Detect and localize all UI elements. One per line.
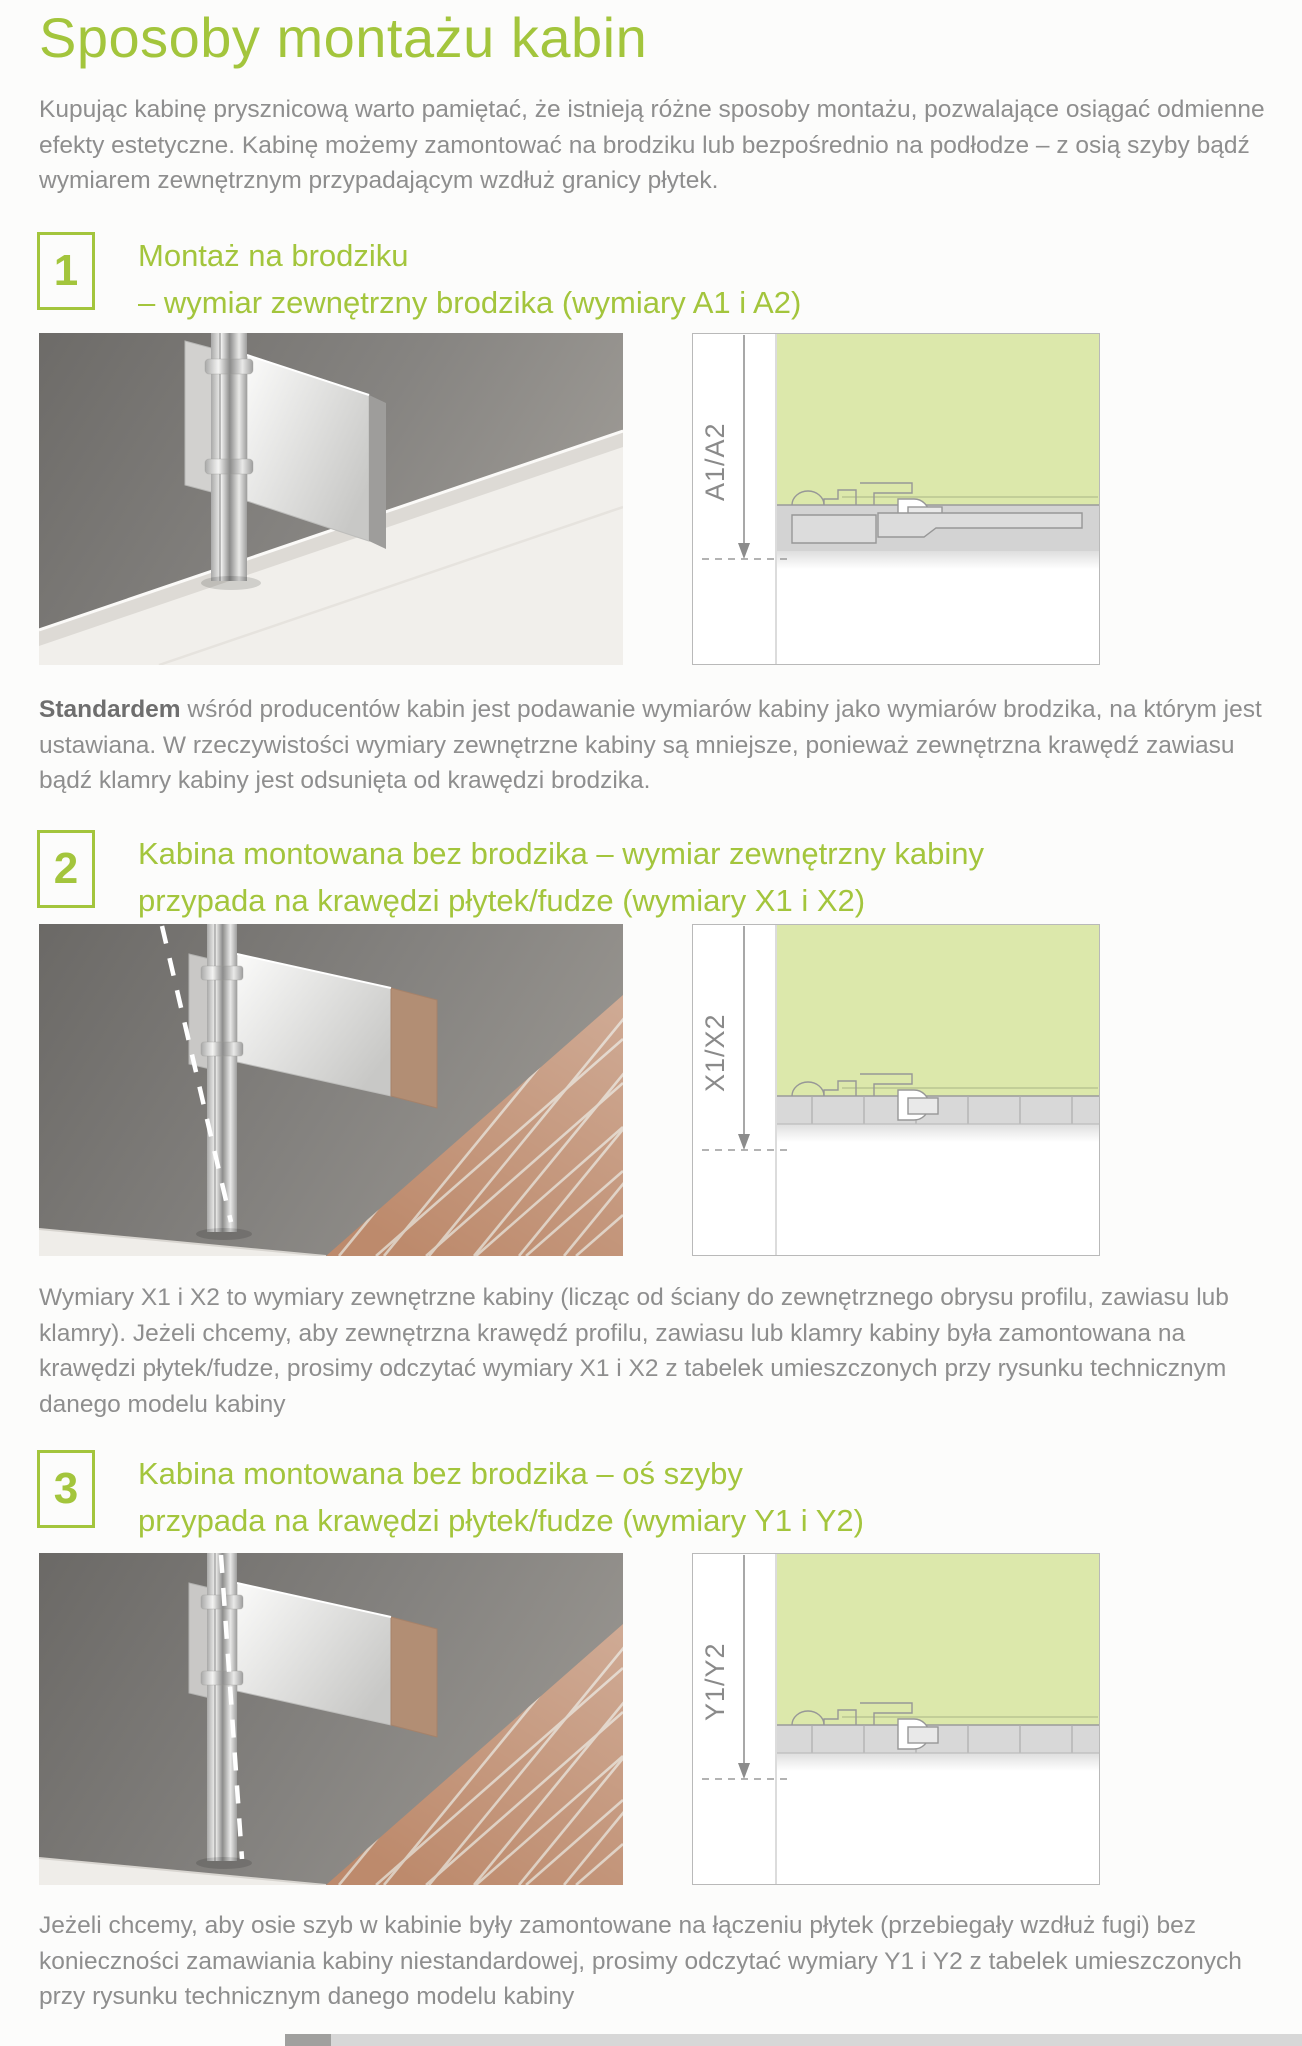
diagram1-glass-panel — [777, 334, 1099, 505]
section-2-header — [39, 830, 984, 924]
section-1-heading — [138, 232, 801, 326]
section-1-heading-line1: Montaż na brodziku — [138, 238, 409, 273]
section-1-header — [39, 232, 801, 326]
photo-hinge-on-tiles-glass-axis — [39, 1553, 623, 1885]
section-2-heading-line1: Kabina montowana bez brodzika – wymiar zewnętrzny kabiny — [138, 836, 985, 871]
section-1-figures — [39, 333, 1100, 665]
next-page-edge-strip — [285, 2034, 1302, 2046]
photo2-hinge-knuckle-top — [201, 966, 243, 980]
section-3-heading-line2: przypada na krawędzi płytek/fudze (wymiary Y1 i Y2) — [138, 1503, 864, 1538]
section-3-header — [39, 1450, 864, 1544]
photo-hinge-on-tiles-outer-edge — [39, 924, 623, 1256]
diagram-tray-dimension-a1-a2 — [692, 333, 1100, 665]
diagram2-dimension-label: X1/X2 — [700, 1013, 730, 1092]
note-text: wśród producentów kabin jest podawanie wymiarów kabiny jako wymiarów brodzika, na którym jest ustawiana. W rzeczywistości wymiary zewnętrzne kabiny są mniejsze, ponieważ zewnętrzna krawędź zawiasu bądź klamry kabiny jest odsunięta od krawędzi brodzika. — [39, 696, 1262, 794]
photo2-shadow — [196, 1228, 252, 1240]
diagram1-dimension-label: A1/A2 — [700, 422, 730, 501]
diagram-tiles-dimension-x1-x2 — [692, 924, 1100, 1256]
note-after-section-3: Jeżeli chcemy, aby osie szyb w kabinie były zamontowane na łączeniu płytek (przebiegały wzdłuż fugi) bez konieczności zamawiania kabiny niestandardowej, prosimy odczytać wymiary Y1 i Y2 z tabelek umieszczonych przy rysunku technicznym danego modelu kabiny — [39, 1912, 1242, 2010]
section-2-heading-line2: przypada na krawędzi płytek/fudze (wymiary X1 i X2) — [138, 883, 866, 918]
next-page-edge-dark-block — [285, 2034, 331, 2046]
diagram3-dimension-label: Y1/Y2 — [700, 1642, 730, 1721]
diagram-tiles-dimension-y1-y2 — [692, 1553, 1100, 1885]
section-3-number: 3 — [53, 1464, 79, 1513]
section-2-figures — [39, 924, 1100, 1256]
section-2-heading — [138, 830, 984, 924]
section-2-number: 2 — [53, 844, 79, 893]
section-3-figures — [39, 1553, 1100, 1885]
diagram1-tray-fade — [777, 551, 1099, 569]
diagram2-tile-fade — [777, 1124, 1099, 1142]
section-1-number-box — [37, 232, 95, 310]
note-after-section-1 — [39, 692, 1274, 799]
photo2-plate-edge — [391, 988, 437, 1108]
page-title: Sposoby montażu kabin — [39, 6, 648, 69]
section-3-heading-line1: Kabina montowana bez brodzika – oś szyby — [138, 1456, 743, 1491]
section-3-heading — [138, 1450, 864, 1544]
photo1-hinge-knuckle-bottom — [205, 459, 253, 474]
section-3-number-box — [37, 1450, 95, 1528]
photo-hinge-on-shower-tray — [39, 333, 623, 665]
photo3-plate-edge — [391, 1617, 437, 1737]
photo1-plate-edge — [369, 395, 386, 549]
photo2-hinge-knuckle-bottom — [201, 1042, 243, 1056]
diagram3-glass-panel — [777, 1554, 1099, 1725]
photo3-hinge-knuckle-bottom — [201, 1671, 243, 1685]
note-lead-word: Standardem — [39, 696, 181, 723]
section-1-number: 1 — [53, 246, 79, 295]
photo1-hinge-knuckle-top — [205, 359, 253, 374]
intro-paragraph: Kupując kabinę prysznicową warto pamiętać, że istnieją różne sposoby montażu, pozwalające osiągać odmienne efekty estetyczne. Kabinę możemy zamontować na brodziku lub bezpośrednio na podłodze – z osią szyby bądź wymiarem zewnętrznym przypadającym wzdłuż granicy płytek. — [39, 96, 1265, 194]
diagram3-tile-fade — [777, 1753, 1099, 1771]
section-2-number-box — [37, 830, 95, 908]
section-1-heading-line2: – wymiar zewnętrzny brodzika (wymiary A1 i A2) — [138, 285, 802, 320]
photo1-shadow — [201, 576, 261, 590]
diagram2-glass-panel — [777, 925, 1099, 1096]
note-after-section-2: Wymiary X1 i X2 to wymiary zewnętrzne kabiny (licząc od ściany do zewnętrznego obrysu profilu, zawiasu lub klamry). Jeżeli chcemy, aby zewnętrzna krawędź profilu, zawiasu lub klamry kabiny była zamontowana na krawędzi płytek/fudze, prosimy odczytać wymiary X1 i X2 z tabelek umieszczonych przy rysunku technicznym danego modelu kabiny — [39, 1284, 1229, 1418]
